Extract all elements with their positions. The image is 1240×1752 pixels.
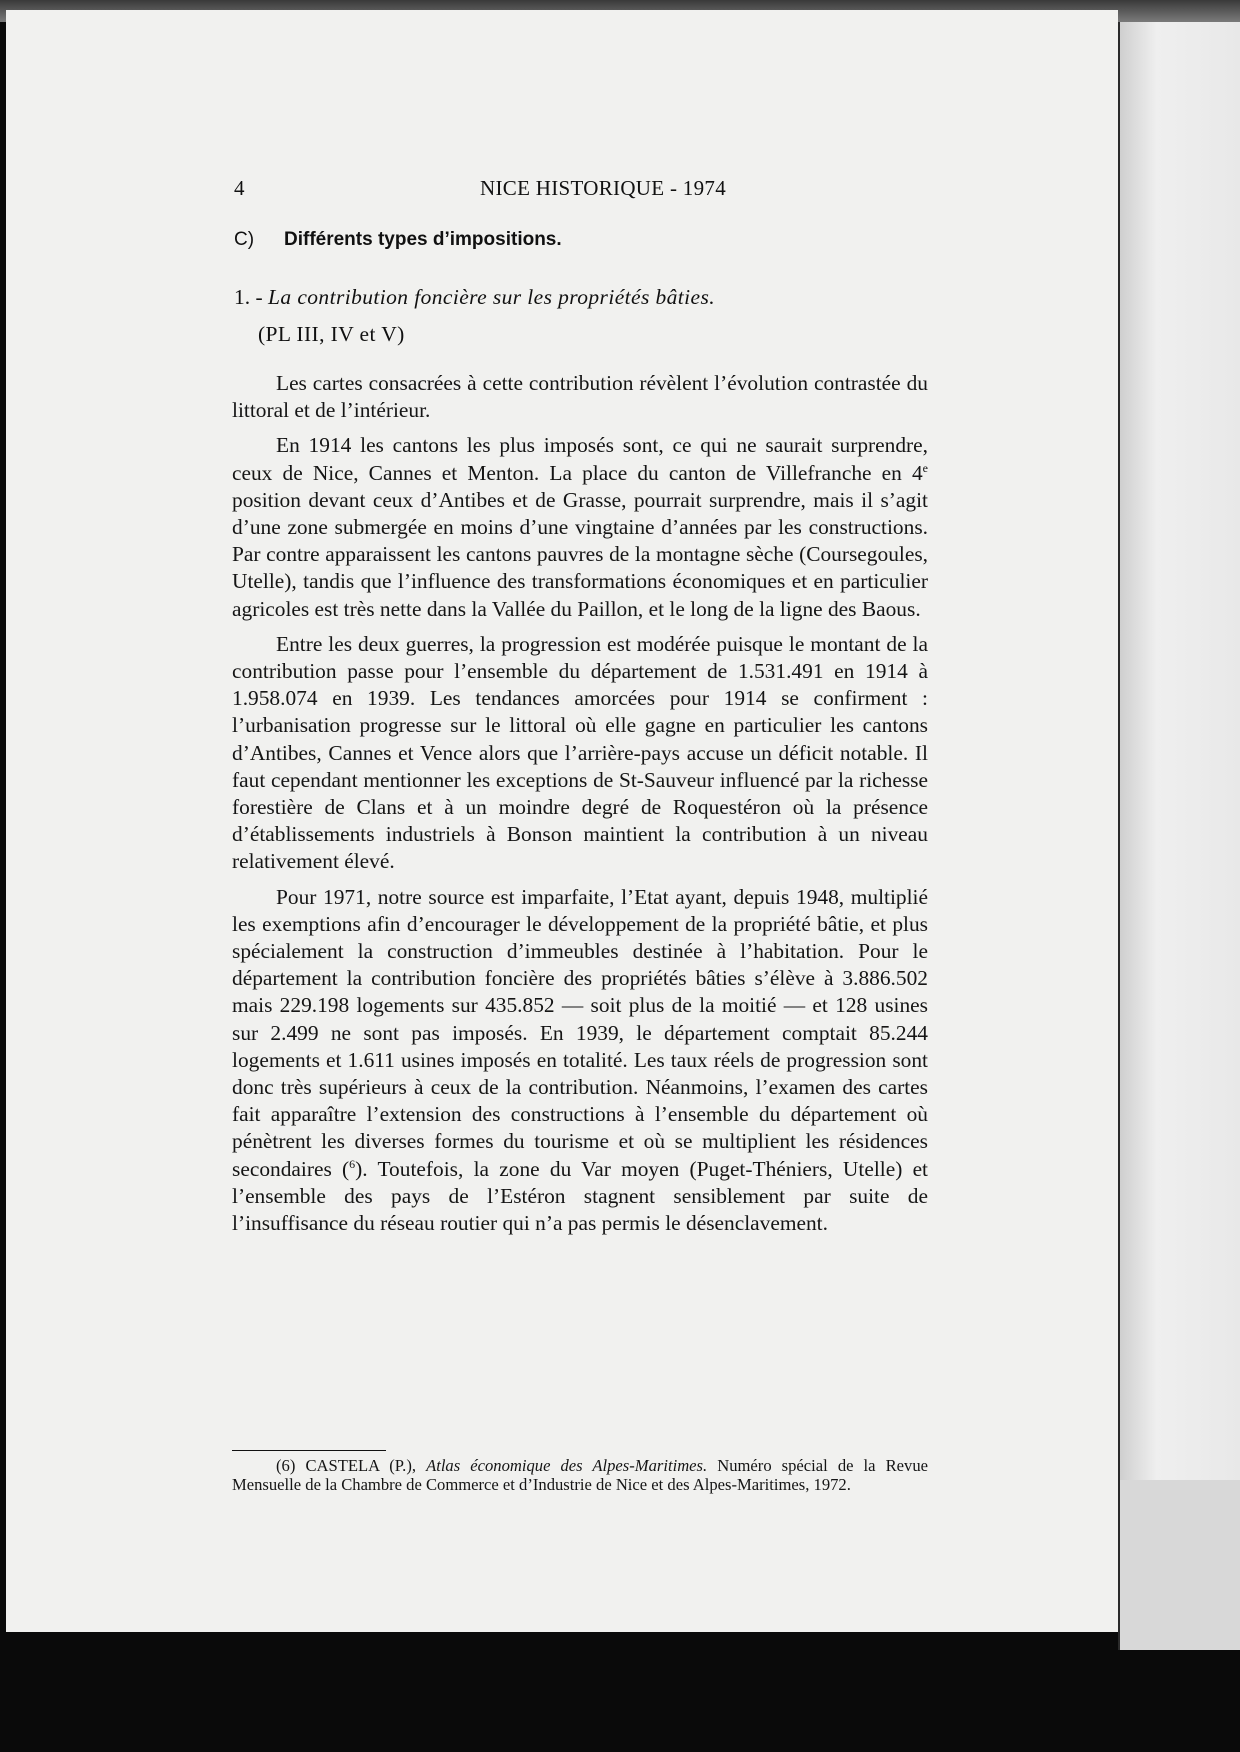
body-text — [232, 370, 928, 1245]
paragraph: Pour 1971, notre source est imparfaite, l’Etat ayant, depuis 1948, multiplié les exemptions afin d’encourager le développement de la propriété bâtie, et plus spécialement la construction d’immeubles destinée à l’habitation. Pour le département la contribution foncière des propriétés bâties s’élève à 3.886.502 mais 229.198 logements sur 435.852 — soit plus de la moitié — et 128 usines sur 2.499 ne sont pas imposés. En 1939, le département comptait 85.244 logements et 1.611 usines imposés en totalité. Les taux réels de progression sont donc très supérieurs à ceux de la contribution. Néanmoins, l’examen des cartes fait apparaître l’extension des constructions à l’ensemble du département où pénètrent les diverses formes du tourisme et où se multiplient les résidences secondaires ($^6$). Toutefois, la zone du Var moyen (Puget-Théniers, Utelle) et l’ensemble des pays de l’Estéron stagnent sensiblement par suite de l’insuffisance du réseau routier qui n’a pas permis le désenclavement. — [232, 884, 929, 1236]
subsection-heading — [234, 285, 934, 310]
subsection-number: 1. - — [234, 285, 263, 309]
facing-page-edge — [1118, 22, 1240, 1480]
facing-page-edge-lower — [1118, 1480, 1240, 1650]
section-title: Différents types d’impositions. — [284, 229, 562, 250]
footnote-details: Numéro spécial de la Revue Mensuelle de la Chambre de Commerce et d’Industrie de Nice et des Alpes-Maritimes, 1972. — [232, 1456, 928, 1495]
footnote-work-title: Atlas économique des Alpes-Maritimes. — [426, 1456, 708, 1475]
section-heading — [234, 229, 934, 251]
journal-title: NICE HISTORIQUE - 1974 — [480, 176, 726, 200]
page-number: 4 — [234, 176, 245, 200]
ordinal-superscript: e — [922, 460, 928, 475]
footnote-reference: 6 — [349, 1156, 356, 1171]
footnote-rule — [232, 1450, 386, 1451]
footnote — [232, 1456, 928, 1495]
plates-reference: (PL III, IV et V) — [258, 322, 405, 346]
footnote-marker: (6) — [276, 1456, 296, 1475]
paragraph: Entre les deux guerres, la progression est modérée puisque le montant de la contribution passe pour l’ensemble du département de 1.531.491 en 1914 à 1.958.074 en 1939. Les tendances amorcées pour 1914 se confirment : l’urbanisation progresse sur le littoral où elle gagne en particulier les cantons d’Antibes, Cannes et Vence alors que l’arrière-pays accuse un déficit notable. Il faut cependant mentionner les exceptions de St-Sauveur influencé par la richesse forestière de Clans et à un moindre degré de Roquestéron où la présence d’établissements industriels à Bonson maintient la contribution à un niveau relativement élevé. — [232, 631, 928, 874]
paragraph: Les cartes consacrées à cette contribution révèlent l’évolution contrastée du littoral et de l’intérieur. — [232, 371, 928, 423]
section-letter: C) — [234, 229, 255, 250]
subsection-title: La contribution foncière sur les propriétés bâties. — [268, 285, 716, 309]
paragraph: En 1914 les cantons les plus imposés sont, ce qui ne saurait surprendre, ceux de Nice, Cannes et Menton. La place du canton de Villefranche en 4e position devant ceux d’Antibes et de Grasse, pourrait surprendre, mais il s’agit d’une zone submergée en moins d’une vingtaine d’années par les constructions. Par contre apparaissent les cantons pauvres de la montagne sèche (Coursegoules, Utelle), tandis que l’influence des transformations économiques et en particulier agricoles est très nette dans la Vallée du Paillon, et le long de la ligne des Baous. — [232, 433, 928, 621]
footnote-author: CASTELA (P.), — [305, 1456, 416, 1475]
